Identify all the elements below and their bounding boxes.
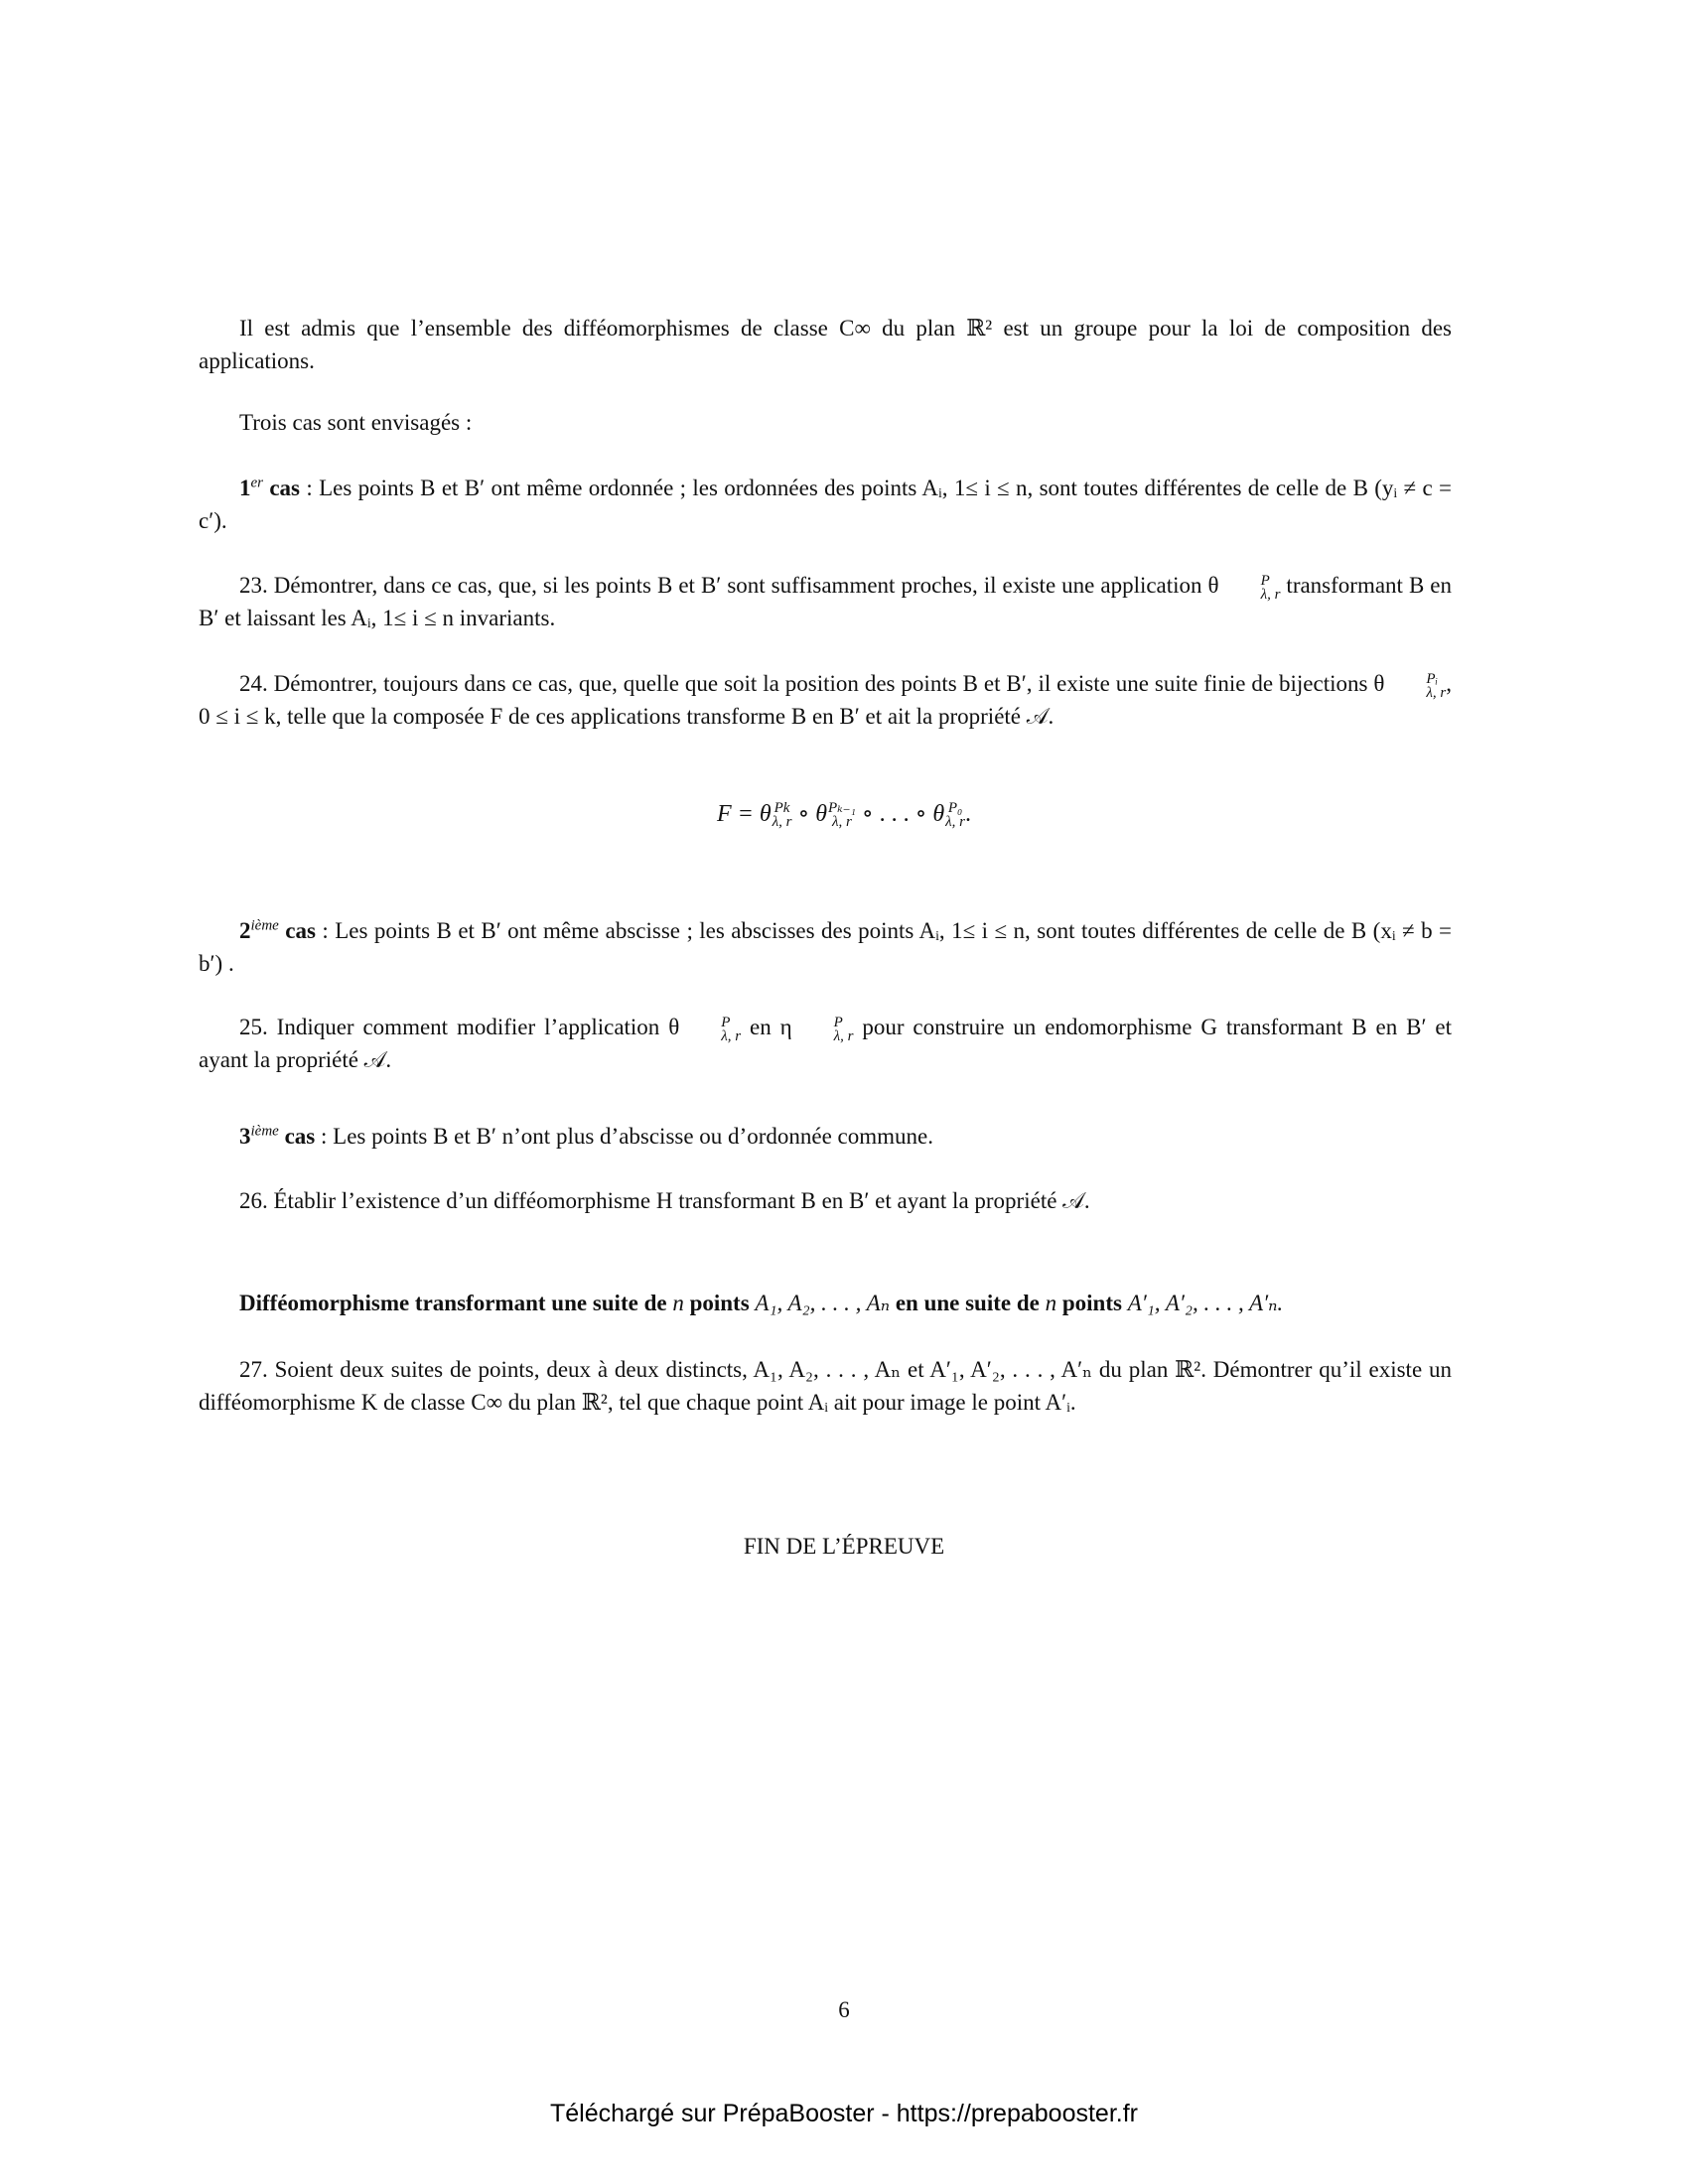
q23-text-a: 23. Démontrer, dans ce cas, que, si les points B et B′ sont suffisamment proches, il existe une application θ [239,573,1219,598]
section-heading [199,1287,1452,1319]
formula-term-3-sub: λ, r [945,814,965,831]
q24-text-a: 24. Démontrer, toujours dans ce cas, que, quelle que soit la position des points B et B′, il existe une suite finie de bijections θ [239,671,1385,696]
formula-term-1-sub: λ, r [772,814,792,831]
q23-sup: P [1260,572,1270,589]
q24-sub: λ, r [1426,684,1447,701]
section-heading-c: en une suite de [890,1291,1046,1315]
question-23 [199,569,1452,634]
q25-sub-1: λ, r [721,1027,742,1044]
q24-sup: Pᵢ [1426,670,1438,687]
formula-term-2-base: θ [815,801,828,827]
formula-term-3-base: θ [932,801,945,827]
question-26 [199,1184,1452,1217]
formula-term-2-sup: Pₖ₋₁ [828,800,856,817]
formula-lhs: F = [716,801,760,827]
section-heading-points2: A′₁, A′₂, . . . , A′ₙ. [1127,1291,1284,1315]
question-24 [199,667,1452,733]
q23-sub: λ, r [1260,586,1281,603]
case-3-label: cas [284,1124,316,1149]
q23-text-b: transformant B en B′ et laissant les Aᵢ, 1≤ i ≤ n invariants. [199,573,1452,630]
case-2-paragraph [199,914,1452,980]
cases-intro [199,406,1452,439]
formula-term-1-sup: Pk [774,800,790,817]
case-1-paragraph [199,472,1452,537]
case-1-superscript: er [250,475,263,491]
case-2-number: 2 [239,918,251,943]
section-heading-n2: n [1045,1291,1057,1315]
case-1-number: 1 [239,476,251,500]
section-heading-n: n [672,1291,684,1315]
download-footer: Téléchargé sur PrépaBooster - https://prepabooster.fr [550,2100,1138,2127]
q25-text-b: pour construire un endomorphisme G transformant B en B′ et ayant la propriété 𝒜. [199,1015,1452,1072]
q24-text-b: , 0 ≤ i ≤ k, telle que la composée F de ces applications transforme B en B′ et ait la propriété 𝒜. [199,671,1452,729]
q25-script-1 [680,1016,741,1043]
end-of-exam: FIN DE L’ÉPREUVE [743,1534,945,1559]
formula-term-3-sup: P₀ [947,800,963,817]
section-heading-d: points [1056,1291,1128,1315]
cases-intro-text: Trois cas sont envisagés : [239,410,473,435]
case-3-text: : Les points B et B′ n’ont plus d’abscisse ou d’ordonnée commune. [315,1124,933,1149]
page-number: 6 [838,1997,850,2022]
case-1-label: cas [269,476,301,500]
q25-text-a: 25. Indiquer comment modifier l’application θ [239,1015,680,1039]
case-3-number: 3 [239,1124,251,1149]
q25-sup-1: P [721,1014,731,1030]
formula-term-2-sub: λ, r [832,814,852,831]
case-3-superscript: ième [250,1123,279,1140]
formula-dots: ∘ . . . ∘ [861,801,933,827]
formula-term-1-base: θ [759,801,772,827]
q25-sub-2: λ, r [833,1027,854,1044]
q25-sup-2: P [833,1014,843,1030]
formula-compose-op: ∘ [791,801,816,827]
case-2-label: cas [285,918,316,943]
intro-paragraph [199,312,1452,377]
section-heading-b: points [683,1291,756,1315]
question-25 [199,1011,1452,1076]
q27-text: 27. Soient deux suites de points, deux à deux distincts, A₁, A₂, . . . , Aₙ et A′₁, A′₂, . . . , A′ₙ du plan ℝ². Démontrer qu’il existe un difféomorphisme K de classe C∞ du plan ℝ², tel que chaque point Aᵢ ait pour image le point A′ᵢ. [199,1357,1452,1415]
formula-term-1-script [773,801,792,829]
q23-script [1220,574,1281,602]
formula-end: . [965,801,971,827]
formula-term-2-script [828,801,856,829]
q25-text-mid: en η [741,1015,792,1039]
q24-script [1385,672,1446,700]
question-27 [199,1353,1452,1419]
q26-text: 26. Établir l’existence d’un difféomorphisme H transformant B en B′ et ayant la propriété 𝒜. [239,1188,1090,1213]
section-heading-points: A₁, A₂, . . . , Aₙ [755,1291,891,1315]
case-2-superscript: ième [250,917,279,934]
case-2-text: : Les points B et B′ ont même abscisse ; les abscisses des points Aᵢ, 1≤ i ≤ n, sont toutes différentes de celle de B (xᵢ ≠ b = b′) . [199,918,1452,976]
composition-formula [0,796,1688,832]
intro-text: Il est admis que l’ensemble des difféomorphismes de classe C∞ du plan ℝ² est un groupe pour la loi de composition des applications. [199,316,1452,373]
section-heading-a: Difféomorphisme transformant une suite de [239,1291,673,1315]
case-1-text: : Les points B et B′ ont même ordonnée ; les ordonnées des points Aᵢ, 1≤ i ≤ n, sont toutes différentes de celle de B (yᵢ ≠ c = c′). [199,476,1452,533]
q25-script-2 [793,1016,854,1043]
formula-term-3-script [945,801,965,829]
case-3-paragraph [199,1120,1452,1153]
